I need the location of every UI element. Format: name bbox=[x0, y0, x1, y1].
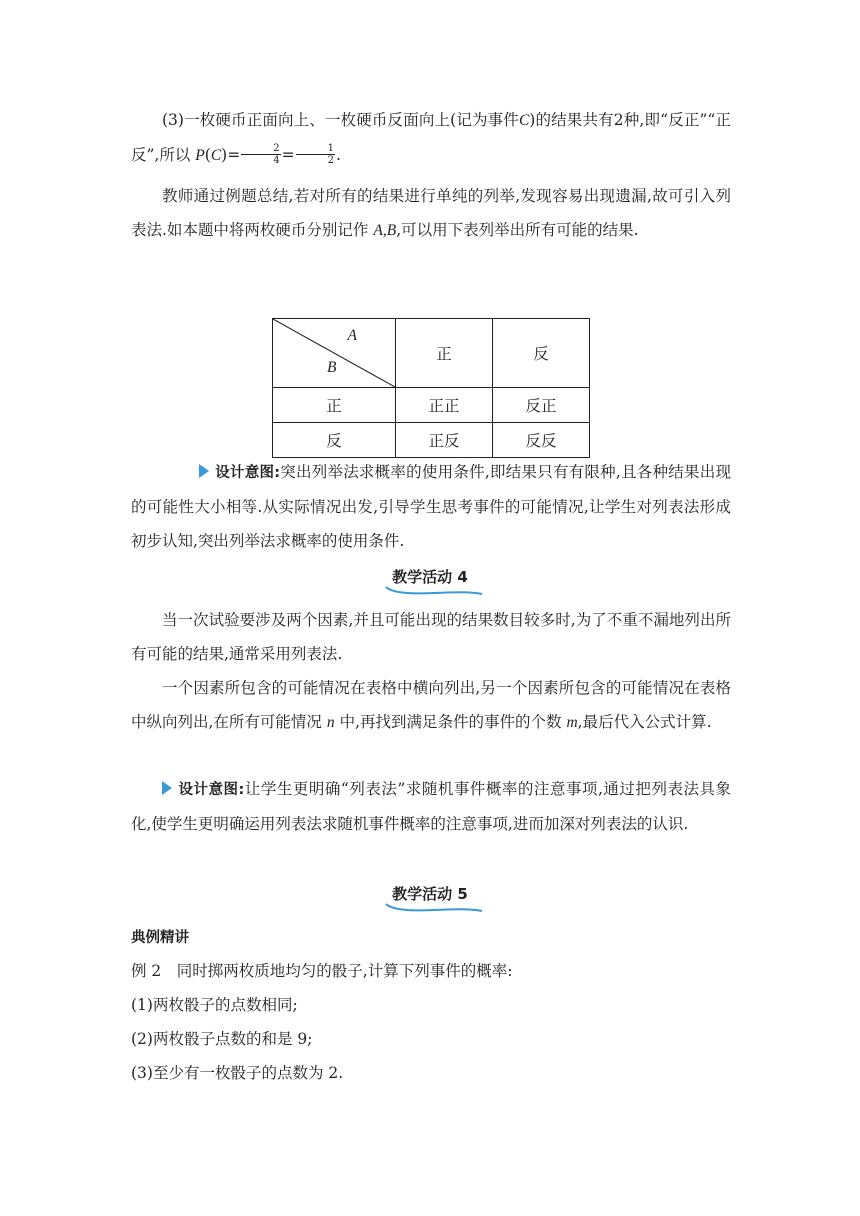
table-cell: 正正 bbox=[396, 388, 493, 423]
design-intent-label: 设计意图: bbox=[215, 465, 280, 481]
variable-c: C bbox=[518, 112, 530, 129]
table-cell: 反反 bbox=[493, 423, 590, 458]
table-cell: 反正 bbox=[493, 388, 590, 423]
probability-symbol: P bbox=[195, 147, 205, 164]
example-2-item: (2)两枚骰子点数的和是 9; bbox=[131, 1030, 313, 1048]
heading-underline-swoosh bbox=[384, 585, 484, 597]
section-heading-activity-5 bbox=[0, 883, 860, 910]
column-header: 正 bbox=[396, 319, 493, 388]
corner-label-a: A bbox=[347, 327, 357, 344]
variable-c: C bbox=[210, 147, 222, 164]
heading-text: 教学活动 5 bbox=[392, 885, 468, 903]
design-intent-2 bbox=[131, 772, 731, 841]
paren-open: ( bbox=[204, 146, 211, 164]
paragraph-one-factor bbox=[131, 671, 731, 740]
heading-text: 教学活动 4 bbox=[392, 568, 468, 586]
text-segment: 教师通过例题总结,若对所有的结果进行单纯的列举,发现容易出现遗漏,故可引入列表法.如本题中将两枚硬币分别记作 bbox=[131, 187, 731, 239]
fraction-denominator: 2 bbox=[327, 154, 334, 166]
triangle-bullet-icon bbox=[199, 464, 209, 478]
paragraph-teacher-summary bbox=[131, 179, 731, 248]
variables-a-b: A,B bbox=[373, 222, 397, 239]
design-intent-label: 设计意图: bbox=[178, 782, 245, 798]
example-2-intro: 例 2 同时掷两枚质地均匀的骰子,计算下列事件的概率: bbox=[131, 962, 513, 980]
table-header-row bbox=[273, 319, 590, 388]
equals-sign: = bbox=[281, 146, 295, 164]
table-row bbox=[273, 423, 590, 458]
paren-close-equals: )= bbox=[221, 146, 241, 164]
fraction-two-fourths bbox=[241, 143, 280, 166]
example-2-item: (1)两枚骰子的点数相同; bbox=[131, 996, 298, 1014]
example-section-title bbox=[131, 920, 731, 955]
example-2-item: (3)至少有一枚骰子的点数为 2. bbox=[131, 1064, 344, 1082]
fraction-denominator: 4 bbox=[273, 154, 280, 166]
text-segment: ,最后代入公式计算. bbox=[577, 713, 712, 731]
heading-underline-swoosh bbox=[384, 902, 484, 914]
fraction-one-half bbox=[296, 143, 335, 166]
period: . bbox=[335, 146, 341, 164]
example-title-text: 典例精讲 bbox=[131, 930, 189, 946]
text-segment: (3)一枚硬币正面向上、一枚硬币反面向上(记为事件 bbox=[162, 111, 519, 129]
corner-label-b: B bbox=[327, 359, 337, 376]
row-header: 反 bbox=[273, 423, 396, 458]
table-cell: 正反 bbox=[396, 423, 493, 458]
text-segment: )的结果共有2种,即“反正”“正反”,所以 bbox=[131, 111, 731, 164]
table-row bbox=[273, 388, 590, 423]
design-intent-text: 突出列举法求概率的使用条件,即结果只有有限种,且各种结果出现的可能性大小相等.从实际情况出发,引导学生思考事件的可能情况,让学生对列表法形成初步认知,突出列举法求概率的使用条件. bbox=[131, 463, 731, 550]
triangle-bullet-icon bbox=[162, 781, 172, 795]
paragraph-two-factors: 当一次试验要涉及两个因素,并且可能出现的结果数目较多时,为了不重不漏地列出所有可能的结果,通常采用列表法. bbox=[131, 611, 731, 663]
text-segment: 一个因素所包含的可能情况在表格中横向列出,另一个因素所包含的可能情况在表格中纵向列出,在所有可能情况 bbox=[131, 679, 731, 731]
fraction-numerator: 2 bbox=[241, 143, 280, 155]
section-heading-activity-4 bbox=[0, 566, 860, 593]
table-corner-cell bbox=[273, 319, 396, 388]
fraction-numerator: 1 bbox=[296, 143, 335, 155]
text-segment: ,可以用下表列举出所有可能的结果. bbox=[396, 221, 639, 239]
text-segment: 中,再找到满足条件的事件的个数 bbox=[339, 713, 562, 731]
design-intent-1 bbox=[131, 455, 731, 558]
variable-n: n bbox=[326, 714, 335, 731]
design-intent-text: 让学生更明确“列表法”求随机事件概率的注意事项,通过把列表法具象化,使学生更明确运用列表法求随机事件概率的注意事项,进而加深对列表法的认识. bbox=[131, 780, 731, 833]
coin-outcome-table bbox=[272, 318, 590, 458]
row-header: 正 bbox=[273, 388, 396, 423]
variable-m: m bbox=[566, 714, 578, 731]
paragraph-result-3 bbox=[131, 103, 731, 173]
column-header: 反 bbox=[493, 319, 590, 388]
